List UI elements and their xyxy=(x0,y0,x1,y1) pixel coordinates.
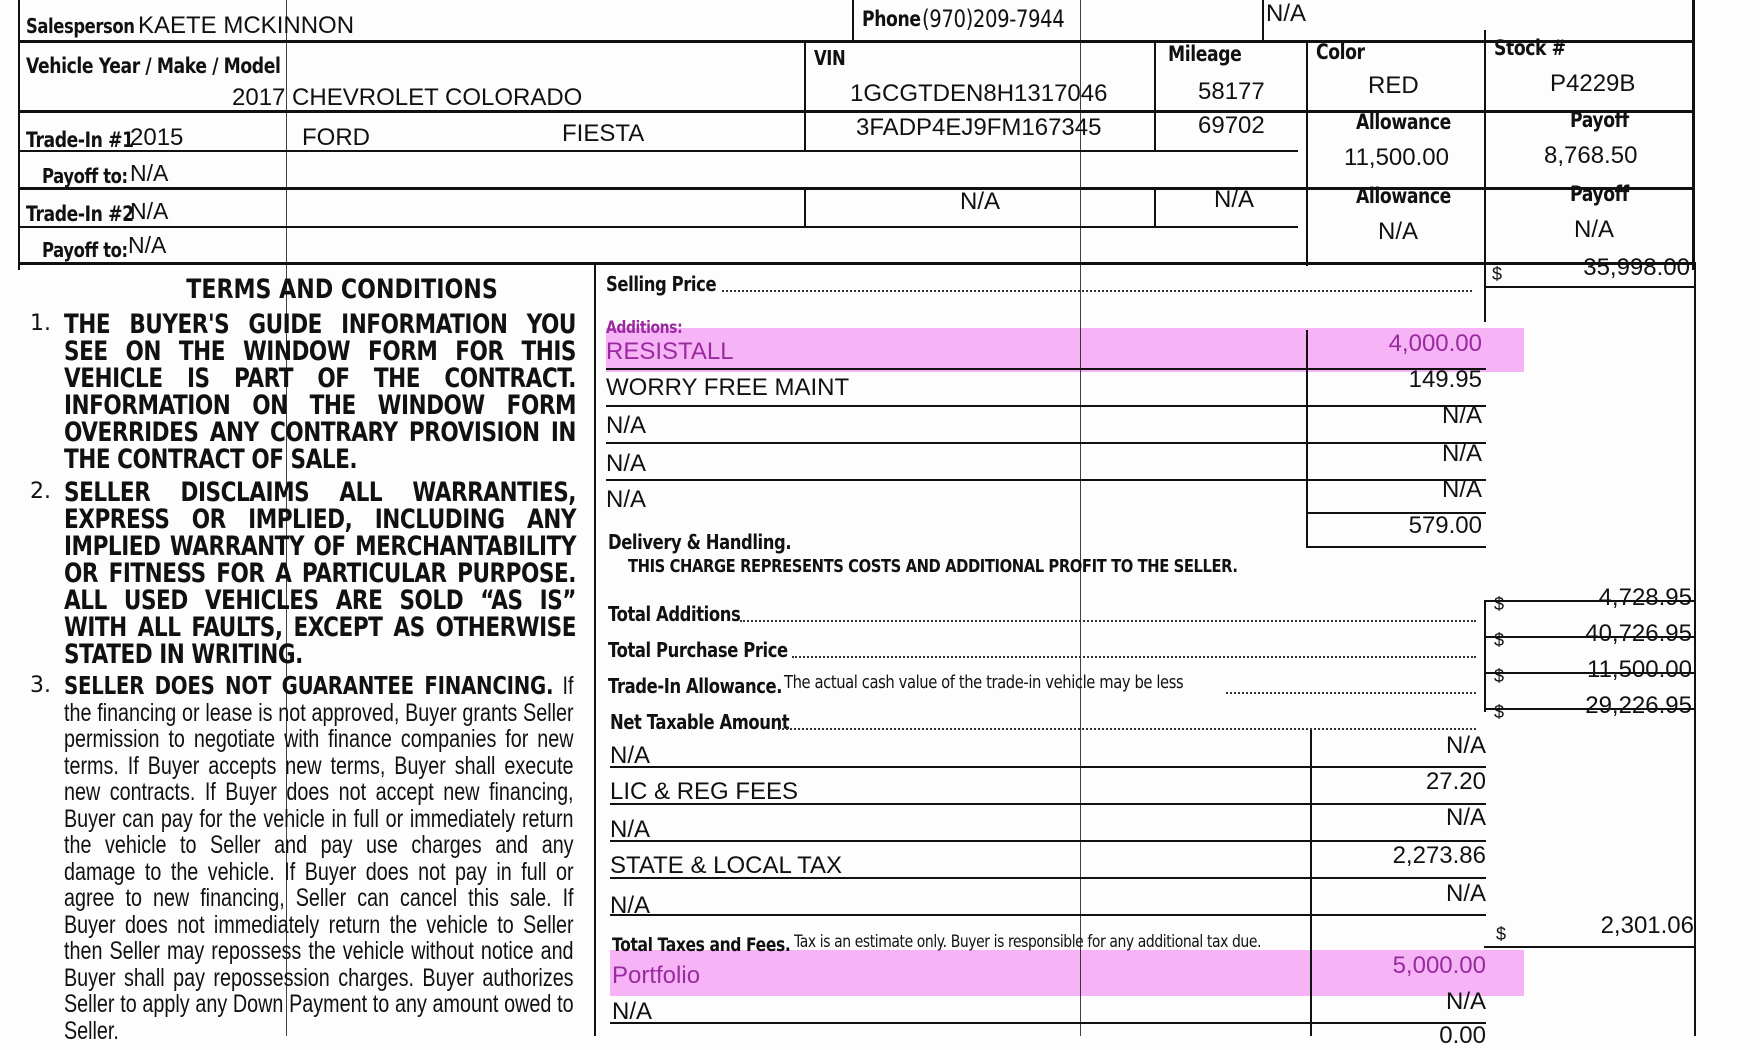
addition-amount-3: N/A xyxy=(1441,402,1482,429)
addition-name-5: N/A xyxy=(606,486,647,513)
terms-item-text xyxy=(64,673,574,1044)
terms-section xyxy=(22,274,597,1044)
trade1-allowance-label: Allowance xyxy=(1356,110,1451,134)
stock-label: Stock # xyxy=(1494,36,1566,60)
trade1-payoff-to-label: Payoff to: xyxy=(42,164,128,188)
mileage-value: 58177 xyxy=(1198,78,1265,105)
total-additions-currency: $ xyxy=(1494,594,1505,614)
addition-amount-2: 149.95 xyxy=(1408,366,1482,393)
terms-item-1 xyxy=(22,311,597,473)
trade1-label: Trade-In #1 xyxy=(26,128,134,152)
trade1-model: FIESTA xyxy=(562,120,645,147)
selling-price-value: 35,998.00 xyxy=(1583,254,1690,281)
total-additions-label: Total Additions xyxy=(608,602,741,626)
after-amount-3: 0.00 xyxy=(1439,1022,1486,1049)
selling-price-currency: $ xyxy=(1492,264,1503,284)
terms-item-number: 2. xyxy=(30,479,51,504)
after-name-2: N/A xyxy=(612,998,653,1025)
terms-item-2 xyxy=(22,477,597,670)
delivery-label: Delivery & Handling. xyxy=(608,530,792,554)
total-taxes-currency: $ xyxy=(1496,924,1507,944)
salesperson-value: KAETE MCKINNON xyxy=(138,12,355,39)
addition-name-2: WORRY FREE MAINT xyxy=(606,374,850,401)
color-label: Color xyxy=(1316,40,1365,64)
net-taxable-label: Net Taxable Amount xyxy=(610,710,790,734)
salesperson-label: Salesperson xyxy=(26,14,135,38)
additions-label: Additions: xyxy=(606,318,683,338)
addition-amount-1: 4,000.00 xyxy=(1388,330,1482,357)
total-taxes-value: 2,301.06 xyxy=(1600,912,1694,939)
terms-item-number: 3. xyxy=(30,673,51,698)
total-purchase-label: Total Purchase Price xyxy=(608,638,788,662)
terms-item-body: If the financing or lease is not approved, Buyer grants Seller permission to negotiate with finance companies for new terms. If Buyer accepts new terms, Buyer shall execute new contracts. If Buyer does not accept new financing, Buyer can pay for the vehicle in full or immediately return the vehicle to Seller and pay use charges and any damage to the vehicle. If Buyer does not pay in full or agree to new financing, Seller can cancel this sale. If Buyer does not immediately return the vehicle to Seller then Seller may repossess the vehicle without notice and Buyer shall pay repossession charges. Buyer authorizes Seller to apply any Down Payment to any amount owed to Seller. xyxy=(64,672,574,1045)
trade2-payoff-to: N/A xyxy=(128,232,167,258)
total-purchase-currency: $ xyxy=(1494,630,1505,650)
trade2-allowance: N/A xyxy=(1378,218,1419,245)
trade1-year: 2015 xyxy=(130,124,184,151)
fee-name-1: N/A xyxy=(610,742,651,769)
terms-item-3 xyxy=(22,673,597,1044)
fee-name-4: STATE & LOCAL TAX xyxy=(610,852,843,879)
vin-value: 1GCGTDEN8H1317046 xyxy=(850,80,1108,107)
total-taxes-note: Tax is an estimate only. Buyer is responsible for any additional tax due. xyxy=(794,932,1262,952)
vehicle-year-make-model: 2017 CHEVROLET COLORADO xyxy=(232,84,583,111)
trade-allowance-note: The actual cash value of the trade-in vehicle may be less xyxy=(784,672,1184,693)
addition-name-1: RESISTALL xyxy=(606,338,734,365)
trade1-payoff-label: Payoff xyxy=(1570,108,1629,132)
vehicle-label: Vehicle Year / Make / Model xyxy=(26,54,281,78)
trade-allowance-value: 11,500.00 xyxy=(1587,656,1692,683)
delivery-amount: 579.00 xyxy=(1408,512,1482,539)
trade1-payoff-to: N/A xyxy=(130,160,169,186)
net-taxable-value: 29,226.95 xyxy=(1585,692,1692,719)
trade1-vin: 3FADP4EJ9FM167345 xyxy=(856,114,1102,141)
vin-label: VIN xyxy=(814,46,846,70)
trade2-payoff-label: Payoff xyxy=(1570,182,1629,206)
total-additions-value: 4,728.95 xyxy=(1598,584,1692,611)
after-name-1: Portfolio xyxy=(612,962,701,989)
trade2-payoff: N/A xyxy=(1574,216,1615,243)
fee-amount-4: 2,273.86 xyxy=(1392,842,1486,869)
terms-title: TERMS AND CONDITIONS xyxy=(186,274,498,305)
trade2-vin: N/A xyxy=(960,188,1001,215)
trade-allowance-label: Trade-In Allowance. xyxy=(608,674,783,698)
trade1-payoff: 8,768.50 xyxy=(1544,142,1638,169)
fee-name-3: N/A xyxy=(610,816,651,843)
trade2-label: Trade-In #2 xyxy=(26,202,134,226)
addition-amount-4: N/A xyxy=(1441,440,1482,467)
fee-amount-1: N/A xyxy=(1445,732,1486,759)
addition-name-3: N/A xyxy=(606,412,647,439)
terms-item-text: THE BUYER'S GUIDE INFORMATION YOU SEE ON THE WINDOW FORM FOR THIS VEHICLE IS PART OF THE CONTRACT. INFORMATION ON THE WINDOW FORM OVERRIDES ANY CONTRARY PROVISION IN THE CONTRACT OF SALE. xyxy=(64,309,576,475)
phone-value: (970)209-7944 xyxy=(922,5,1065,33)
after-amount-2: N/A xyxy=(1445,988,1486,1015)
total-taxes-label: Total Taxes and Fees. xyxy=(612,934,791,956)
terms-item-number: 1. xyxy=(30,311,51,336)
terms-item-lead: SELLER DOES NOT GUARANTEE FINANCING. xyxy=(64,671,554,700)
net-taxable-currency: $ xyxy=(1494,702,1505,722)
fee-amount-2: 27.20 xyxy=(1425,768,1486,795)
addition-amount-5: N/A xyxy=(1441,476,1482,503)
fee-amount-3: N/A xyxy=(1445,804,1486,831)
mileage-label: Mileage xyxy=(1168,42,1242,66)
trade1-allowance: 11,500.00 xyxy=(1344,144,1449,171)
top-na: N/A xyxy=(1266,0,1307,27)
trade-allowance-currency: $ xyxy=(1494,666,1505,686)
trade2-value: N/A xyxy=(130,198,169,224)
selling-price-label: Selling Price xyxy=(606,272,717,296)
trade2-payoff-to-label: Payoff to: xyxy=(42,238,128,262)
stock-value: P4229B xyxy=(1550,70,1636,97)
trade2-mileage: N/A xyxy=(1214,186,1255,213)
fee-amount-5: N/A xyxy=(1445,880,1486,907)
fee-name-2: LIC & REG FEES xyxy=(610,778,799,805)
phone-label: Phone xyxy=(862,7,921,31)
after-amount-1: 5,000.00 xyxy=(1392,952,1486,979)
trade2-allowance-label: Allowance xyxy=(1356,184,1451,208)
color-value: RED xyxy=(1368,72,1419,99)
fee-name-5: N/A xyxy=(610,892,651,919)
trade1-mileage: 69702 xyxy=(1198,112,1265,139)
terms-item-text: SELLER DISCLAIMS ALL WARRANTIES, EXPRESS OR IMPLIED, INCLUDING ANY IMPLIED WARRANTY OF MERCHANTABILITY OR FITNESS FOR A PARTICULAR PURPOSE. ALL USED VEHICLES ARE SOLD “AS IS” WITH ALL FAULTS, EXCEPT AS OTHERWISE STATED IN WRITING. xyxy=(64,477,576,670)
total-purchase-value: 40,726.95 xyxy=(1585,620,1692,647)
addition-name-4: N/A xyxy=(606,450,647,477)
delivery-note: THIS CHARGE REPRESENTS COSTS AND ADDITIONAL PROFIT TO THE SELLER. xyxy=(628,556,1238,577)
trade1-make: FORD xyxy=(302,124,370,151)
